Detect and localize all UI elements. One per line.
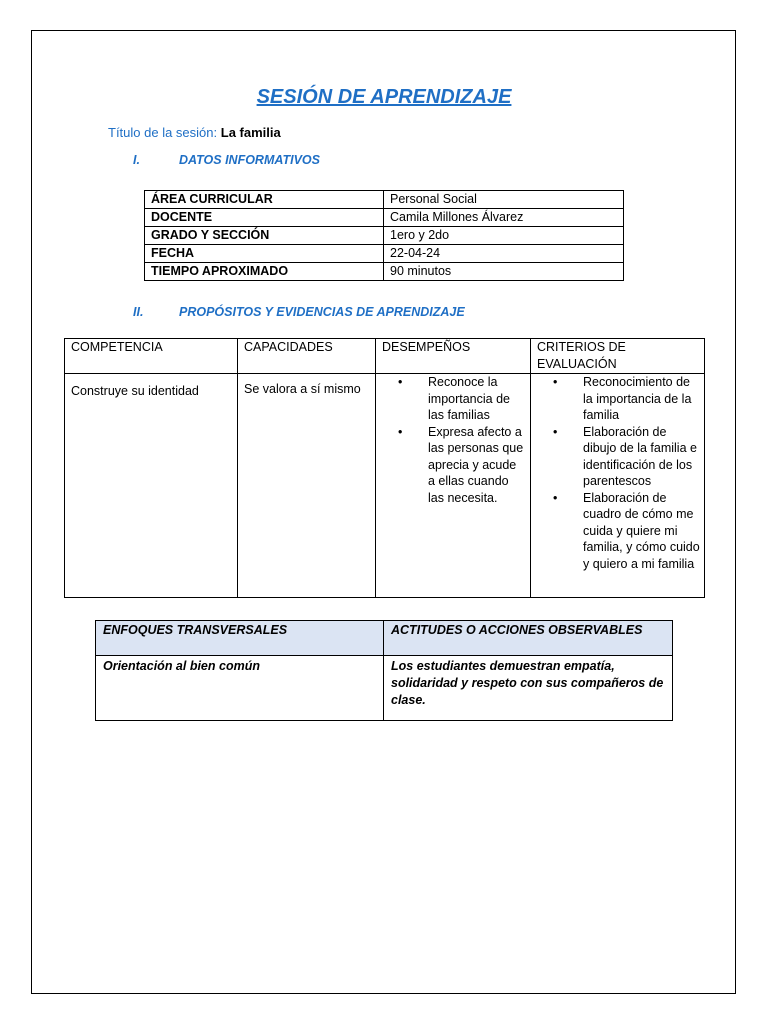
competencia-cell: Construye su identidad	[65, 374, 238, 598]
table-row	[145, 191, 624, 209]
table-header-row	[65, 339, 705, 374]
criterios-cell	[531, 374, 705, 598]
section-number: II.	[133, 305, 144, 319]
column-header: CRITERIOS DE EVALUACIÓN	[531, 339, 705, 374]
session-title-line	[108, 125, 281, 140]
column-header: CAPACIDADES	[238, 339, 376, 374]
list-item: • Elaboración de cuadro de cómo me cuida y quiere mi familia, y cómo cuido y quiero a mi familia	[553, 490, 700, 571]
list-item: • Reconocimiento de la importancia de la familia	[553, 375, 692, 422]
info-value: 1ero y 2do	[384, 227, 624, 245]
purposes-table	[64, 338, 705, 598]
session-title-value: La familia	[220, 125, 281, 140]
info-key: GRADO Y SECCIÓN	[145, 227, 384, 245]
section-title: PROPÓSITOS Y EVIDENCIAS DE APRENDIZAJE	[179, 305, 465, 319]
list-item: • Reconoce la importancia de las familias	[398, 375, 510, 422]
column-header: DESEMPEÑOS	[376, 339, 531, 374]
column-header: ACTITUDES O ACCIONES OBSERVABLES	[384, 621, 673, 656]
info-value: 90 minutos	[384, 263, 624, 281]
desempenos-list	[382, 374, 526, 506]
page-title: SESIÓN DE APRENDIZAJE	[256, 86, 512, 108]
bullet-icon: •	[553, 375, 558, 389]
info-key: DOCENTE	[145, 209, 384, 227]
table-row	[145, 227, 624, 245]
table-header-row	[96, 621, 673, 656]
section-heading-1	[133, 153, 320, 167]
table-row	[145, 263, 624, 281]
info-value: 22-04-24	[384, 245, 624, 263]
info-key: TIEMPO APROXIMADO	[145, 263, 384, 281]
desempenos-cell	[376, 374, 531, 598]
table-row	[96, 656, 673, 721]
info-value: Camila Millones Álvarez	[384, 209, 624, 227]
section-heading-2	[133, 305, 465, 319]
bullet-icon: •	[553, 490, 558, 505]
bullet-icon: •	[398, 424, 403, 439]
bullet-icon: •	[398, 375, 403, 389]
list-item: • Elaboración de dibujo de la familia e identificación de los parentescos	[553, 424, 697, 488]
info-key: ÁREA CURRICULAR	[145, 191, 384, 209]
capacidades-cell: Se valora a sí mismo	[238, 374, 376, 598]
column-header: ENFOQUES TRANSVERSALES	[96, 621, 384, 656]
list-item: • Expresa afecto a las personas que aprecia y acude a ellas cuando las necesita.	[398, 424, 524, 505]
section-number: I.	[133, 153, 140, 167]
info-table	[144, 190, 624, 281]
info-value: Personal Social	[384, 191, 624, 209]
table-row	[65, 374, 705, 598]
bullet-icon: •	[553, 424, 558, 439]
criterios-list	[537, 374, 700, 572]
table-row	[145, 209, 624, 227]
column-header: COMPETENCIA	[65, 339, 238, 374]
session-title-label: Título de la sesión:	[108, 125, 218, 140]
actitud-cell: Los estudiantes demuestran empatía, solidaridad y respeto con sus compañeros de clase.	[384, 656, 673, 721]
table-row	[145, 245, 624, 263]
approaches-table	[95, 620, 673, 721]
enfoque-cell: Orientación al bien común	[96, 656, 384, 721]
section-title: DATOS INFORMATIVOS	[179, 153, 320, 167]
info-key: FECHA	[145, 245, 384, 263]
